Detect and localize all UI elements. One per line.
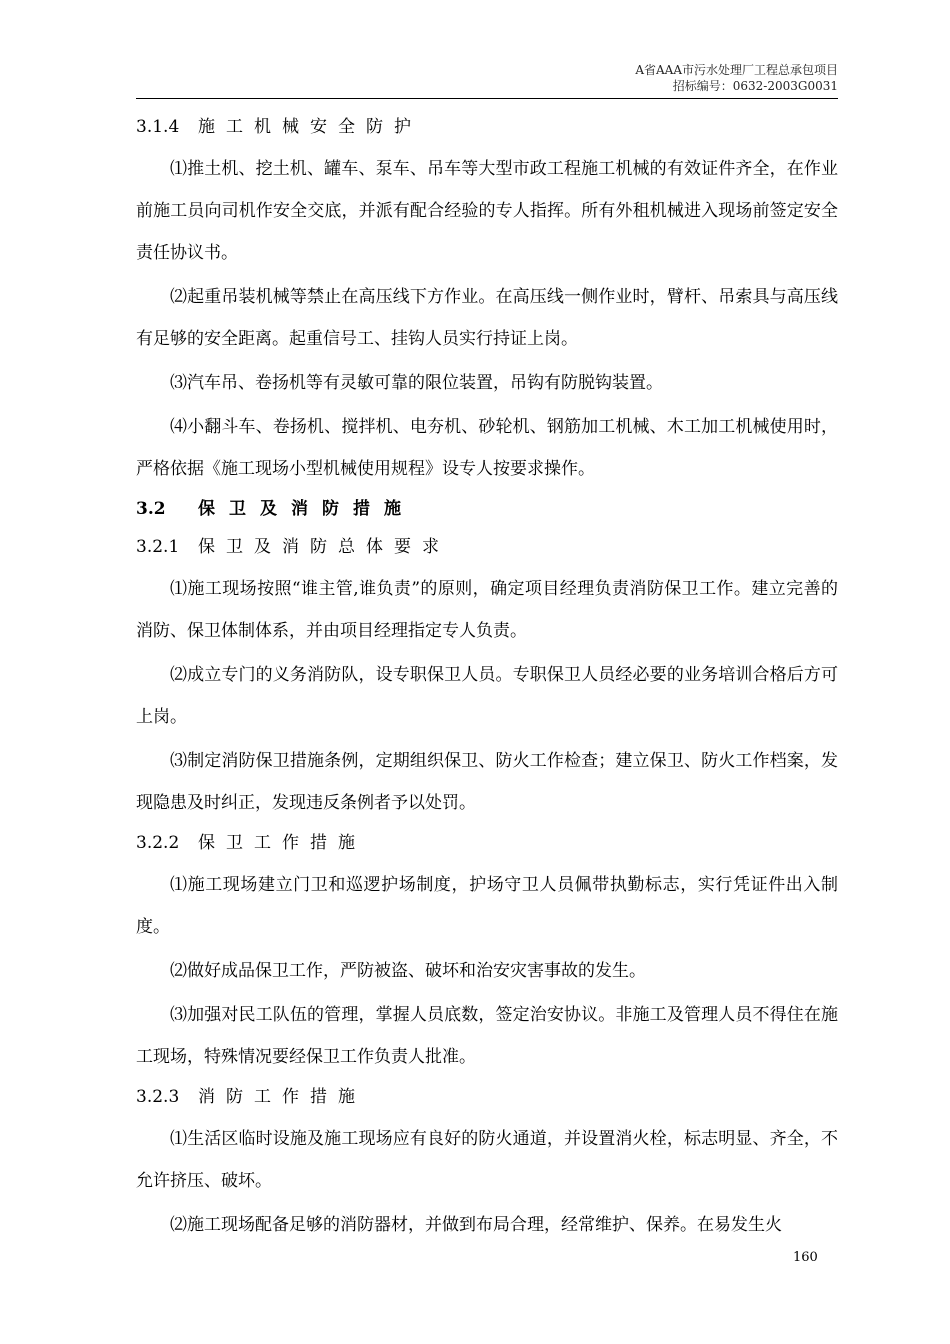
page-number: 160	[793, 1250, 818, 1265]
section-number: 3.2.2	[136, 833, 180, 853]
header-bid-number: 招标编号：0632-2003G0031	[672, 79, 838, 93]
paragraph: ⑴施工现场按照“谁主管,谁负责”的原则，确定项目经理负责消防保卫工作。建立完善的消防、保卫体制体系，并由项目经理指定专人负责。	[136, 579, 838, 641]
section-heading-3-2-1	[136, 528, 838, 566]
paragraph: ⑵施工现场配备足够的消防器材，并做到布局合理，经常维护、保养。在易发生火	[170, 1215, 782, 1235]
section-heading-3-2-2	[136, 824, 838, 862]
paragraph: ⑴生活区临时设施及施工现场应有良好的防火通道，并设置消火栓，标志明显、齐全，不允许挤压、破坏。	[136, 1129, 838, 1191]
section-title: 保卫及消防措施	[198, 499, 415, 519]
section-number: 3.2.3	[136, 1087, 180, 1107]
paragraph: ⑶加强对民工队伍的管理，掌握人员底数，签定治安协议。非施工及管理人员不得住在施工现场，特殊情况要经保卫工作负责人批准。	[136, 1005, 838, 1067]
paragraph: ⑵成立专门的义务消防队，设专职保卫人员。专职保卫人员经必要的业务培训合格后方可上岗。	[136, 665, 838, 727]
section-title: 施工机械安全防护	[198, 117, 422, 137]
paragraph: ⑵做好成品保卫工作，严防被盗、破坏和治安灾害事故的发生。	[170, 961, 646, 981]
section-heading-3-1-4	[136, 108, 838, 146]
header-rule	[136, 98, 838, 99]
page-header	[635, 62, 838, 94]
section-title: 保卫及消防总体要求	[198, 537, 450, 557]
document-body	[136, 108, 838, 1246]
paragraph: ⑴施工现场建立门卫和巡逻护场制度，护场守卫人员佩带执勤标志，实行凭证件出入制度。	[136, 875, 838, 937]
paragraph: ⑵起重吊装机械等禁止在高压线下方作业。在高压线一侧作业时，臂杆、吊索具与高压线有足够的安全距离。起重信号工、挂钩人员实行持证上岗。	[136, 287, 838, 349]
section-number: 3.1.4	[136, 117, 180, 137]
section-number: 3.2.1	[136, 537, 180, 557]
paragraph: ⑶制定消防保卫措施条例，定期组织保卫、防火工作检查；建立保卫、防火工作档案，发现隐患及时纠正，发现违反条例者予以处罚。	[136, 751, 838, 813]
paragraph: ⑶汽车吊、卷扬机等有灵敏可靠的限位装置，吊钩有防脱钩装置。	[170, 373, 663, 393]
section-heading-3-2	[136, 490, 838, 528]
section-title: 保卫工作措施	[198, 833, 366, 853]
section-number: 3.2	[136, 499, 166, 519]
section-heading-3-2-3	[136, 1078, 838, 1116]
paragraph: ⑷小翻斗车、卷扬机、搅拌机、电夯机、砂轮机、钢筋加工机械、木工加工机械使用时，严格依据《施工现场小型机械使用规程》设专人按要求操作。	[136, 417, 838, 479]
section-title: 消防工作措施	[198, 1087, 366, 1107]
paragraph: ⑴推土机、挖土机、罐车、泵车、吊车等大型市政工程施工机械的有效证件齐全，在作业前施工员向司机作安全交底，并派有配合经验的专人指挥。所有外租机械进入现场前签定安全责任协议书。	[136, 159, 838, 263]
header-project-name: A省AAA市污水处理厂工程总承包项目	[635, 63, 838, 77]
